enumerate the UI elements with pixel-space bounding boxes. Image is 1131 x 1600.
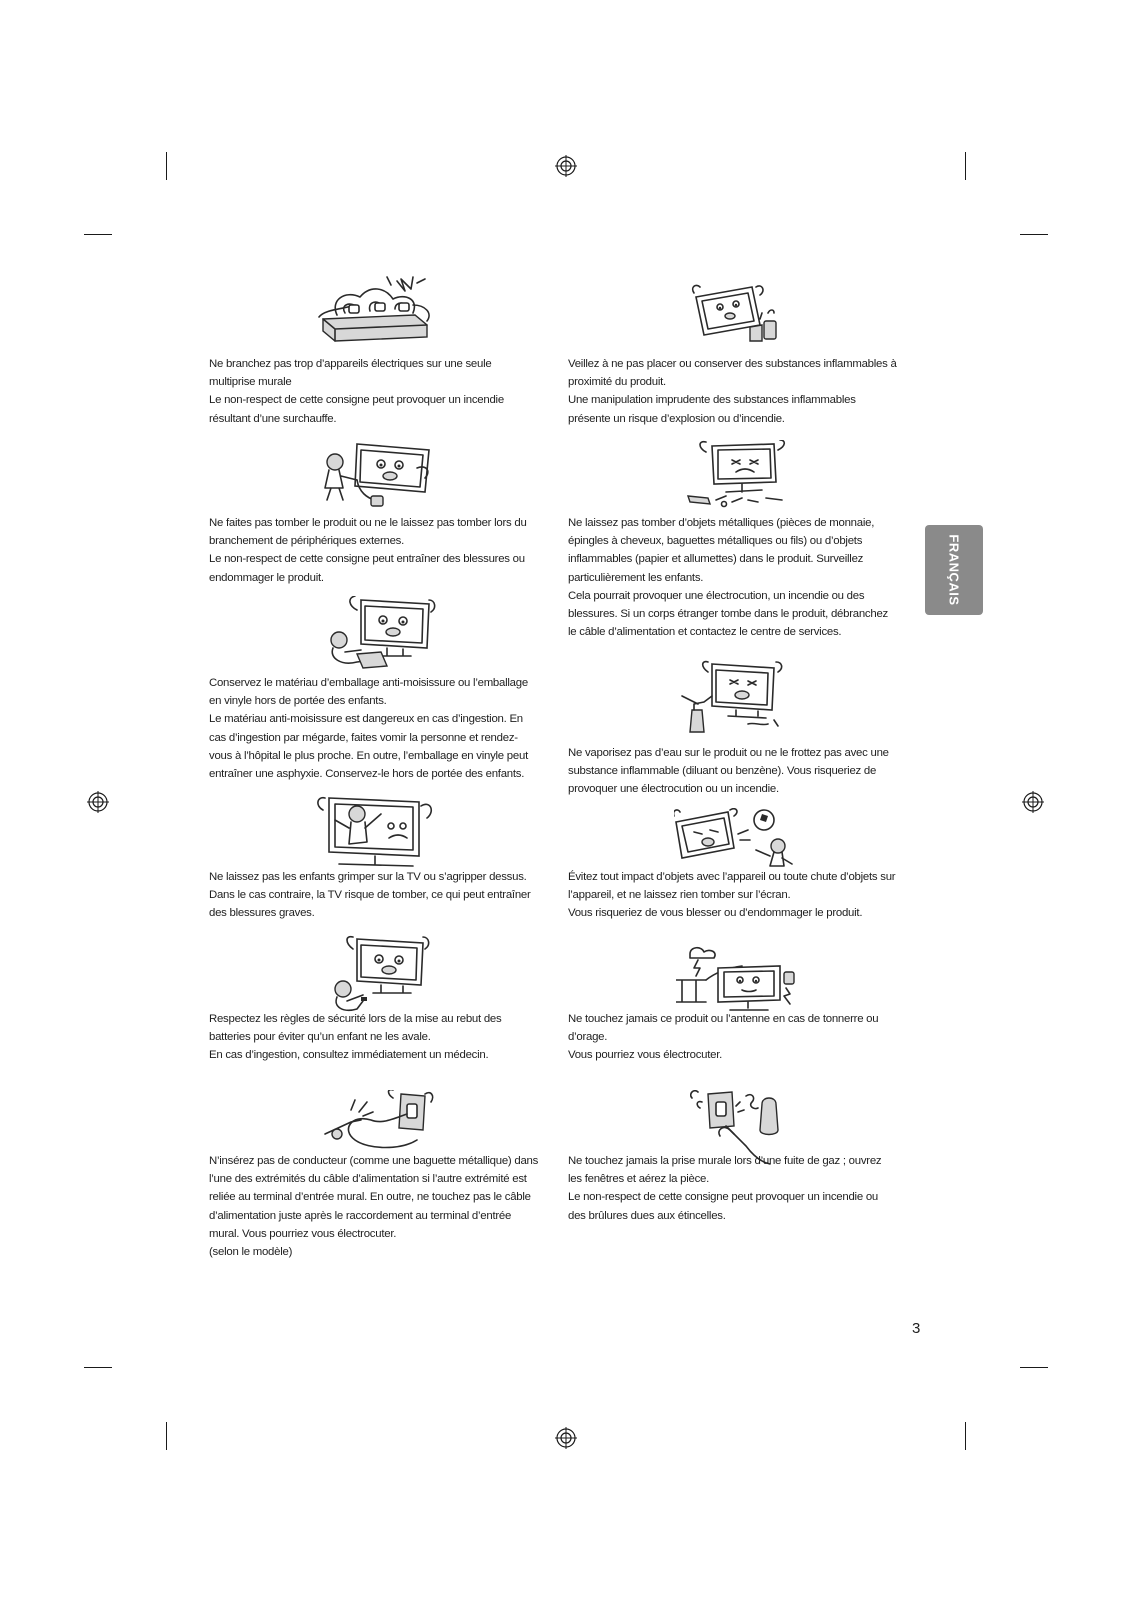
safety-text-9 bbox=[568, 744, 898, 799]
ball-impact-illustration bbox=[674, 808, 798, 872]
safety-line: Ne touchez jamais la prise murale lors d’une fuite de gaz ; ouvrez les fenêtres et aérez la pièce. bbox=[568, 1155, 882, 1186]
spray-bottle-illustration bbox=[678, 660, 798, 736]
child-swallowing-battery-illustration bbox=[323, 935, 433, 1015]
safety-text-5 bbox=[209, 1010, 539, 1065]
safety-text-7 bbox=[568, 355, 898, 428]
safety-text-2 bbox=[209, 514, 539, 587]
safety-line: N’insérez pas de conducteur (comme une baguette métallique) dans l’une des extrémités du câble d’alimentation si l’autre extrémité est reliée au terminal d’entrée mural. En outre, ne touchez pas le câble d’alimentation juste après le raccordement au terminal d’entrée mural. Vous pourriez vous électrocuter. bbox=[209, 1155, 539, 1240]
language-tab-label: FRANÇAIS bbox=[946, 534, 962, 606]
safety-line: Le non-respect de cette consigne peut provoquer un incendie ou des brûlures dues aux étincelles. bbox=[568, 1191, 878, 1222]
safety-line: Ne branchez pas trop d’appareils électriques sur une seule multiprise murale bbox=[209, 358, 492, 389]
crop-mark bbox=[1020, 234, 1048, 235]
page-number: 3 bbox=[912, 1320, 921, 1337]
safety-line: Respectez les règles de sécurité lors de la mise au rebut des batteries pour éviter qu’un enfant ne les avale. bbox=[209, 1013, 502, 1044]
safety-line: Conservez le matériau d’emballage anti-moisissure ou l’emballage en vinyle hors de portée des enfants. bbox=[209, 677, 528, 708]
power-strip-overload-illustration bbox=[315, 275, 440, 347]
safety-line: (selon le modèle) bbox=[209, 1246, 293, 1259]
crop-mark bbox=[84, 234, 112, 235]
child-climbing-tv-illustration bbox=[315, 792, 439, 872]
safety-line: Cela pourrait provoquer une électrocution, un incendie ou des blessures. Si un corps étranger tombe dans le produit, débranchez le câble d’alimentation et contactez le centre de services. bbox=[568, 589, 888, 639]
child-pulling-cable-illustration bbox=[317, 440, 437, 512]
safety-line: Ne laissez pas les enfants grimper sur la TV ou s’agripper dessus. bbox=[209, 871, 527, 883]
registration-mark-icon bbox=[1022, 791, 1044, 813]
safety-text-6 bbox=[209, 1152, 539, 1261]
safety-line: Veillez à ne pas placer ou conserver des substances inflammables à proximité du produit. bbox=[568, 358, 897, 389]
language-tab bbox=[925, 525, 983, 615]
safety-line: Le non-respect de cette consigne peut entraîner des blessures ou endommager le produit. bbox=[209, 553, 525, 584]
flammable-substances-illustration bbox=[690, 283, 788, 347]
safety-text-11 bbox=[568, 1010, 898, 1065]
thunderstorm-illustration bbox=[676, 944, 800, 1014]
crop-mark bbox=[965, 1422, 966, 1450]
safety-line: Ne faites pas tomber le produit ou ne le laissez pas tomber lors du branchement de périphériques externes. bbox=[209, 517, 527, 548]
safety-text-1 bbox=[209, 355, 539, 428]
safety-line: Vous risqueriez de vous blesser ou d’endommager le produit. bbox=[568, 907, 863, 920]
crop-mark bbox=[166, 152, 167, 180]
crop-mark bbox=[84, 1367, 112, 1368]
registration-mark-icon bbox=[555, 155, 577, 177]
metal-rod-in-outlet-illustration bbox=[321, 1090, 439, 1158]
safety-text-10 bbox=[568, 868, 898, 923]
safety-line: Évitez tout impact d’objets avec l’appareil ou toute chute d’objets sur l’appareil, et ne laissez rien tomber sur l’écran. bbox=[568, 871, 896, 902]
safety-line: Le non-respect de cette consigne peut provoquer un incendie résultant d’une surchauffe. bbox=[209, 394, 504, 425]
safety-line: Ne vaporisez pas d’eau sur le produit ou ne le frottez pas avec une substance inflammable (diluant ou benzène). Vous risqueriez de provoquer une électrocution ou un incendie. bbox=[568, 747, 889, 796]
safety-text-4 bbox=[209, 868, 539, 923]
safety-line: Vous pourriez vous électrocuter. bbox=[568, 1049, 723, 1062]
safety-line: Ne touchez jamais ce produit ou l’antenne en cas de tonnerre ou d’orage. bbox=[568, 1013, 879, 1044]
child-with-packaging-illustration bbox=[317, 596, 439, 672]
crop-mark bbox=[166, 1422, 167, 1450]
crop-mark bbox=[1020, 1367, 1048, 1368]
registration-mark-icon bbox=[87, 791, 109, 813]
registration-mark-icon bbox=[555, 1427, 577, 1449]
metal-objects-dropping-illustration bbox=[686, 440, 792, 512]
safety-text-12 bbox=[568, 1152, 898, 1225]
safety-text-8 bbox=[568, 514, 898, 641]
safety-line: Ne laissez pas tomber d’objets métalliques (pièces de monnaie, épingles à cheveux, baguettes métalliques ou fils) ou d’objets inflammables (papier et allumettes) dans le produit. Surveillez particulièrement les enfants. bbox=[568, 517, 875, 584]
safety-line: En cas d’ingestion, consultez immédiatement un médecin. bbox=[209, 1049, 489, 1062]
safety-line: Dans le cas contraire, la TV risque de tomber, ce qui peut entraîner des blessures graves. bbox=[209, 889, 531, 920]
crop-mark bbox=[965, 152, 966, 180]
safety-text-3 bbox=[209, 674, 539, 783]
safety-line: Une manipulation imprudente des substances inflammables présente un risque d’explosion ou d’incendie. bbox=[568, 394, 856, 425]
safety-line: Le matériau anti-moisissure est dangereux en cas d’ingestion. En cas d’ingestion par mégarde, faites vomir la personne et rendez-vous à l’hôpital le plus proche. En outre, l’emballage en vinyle peut entraîner une asphyxie. Conservez-le hors de portée des enfants. bbox=[209, 713, 528, 781]
